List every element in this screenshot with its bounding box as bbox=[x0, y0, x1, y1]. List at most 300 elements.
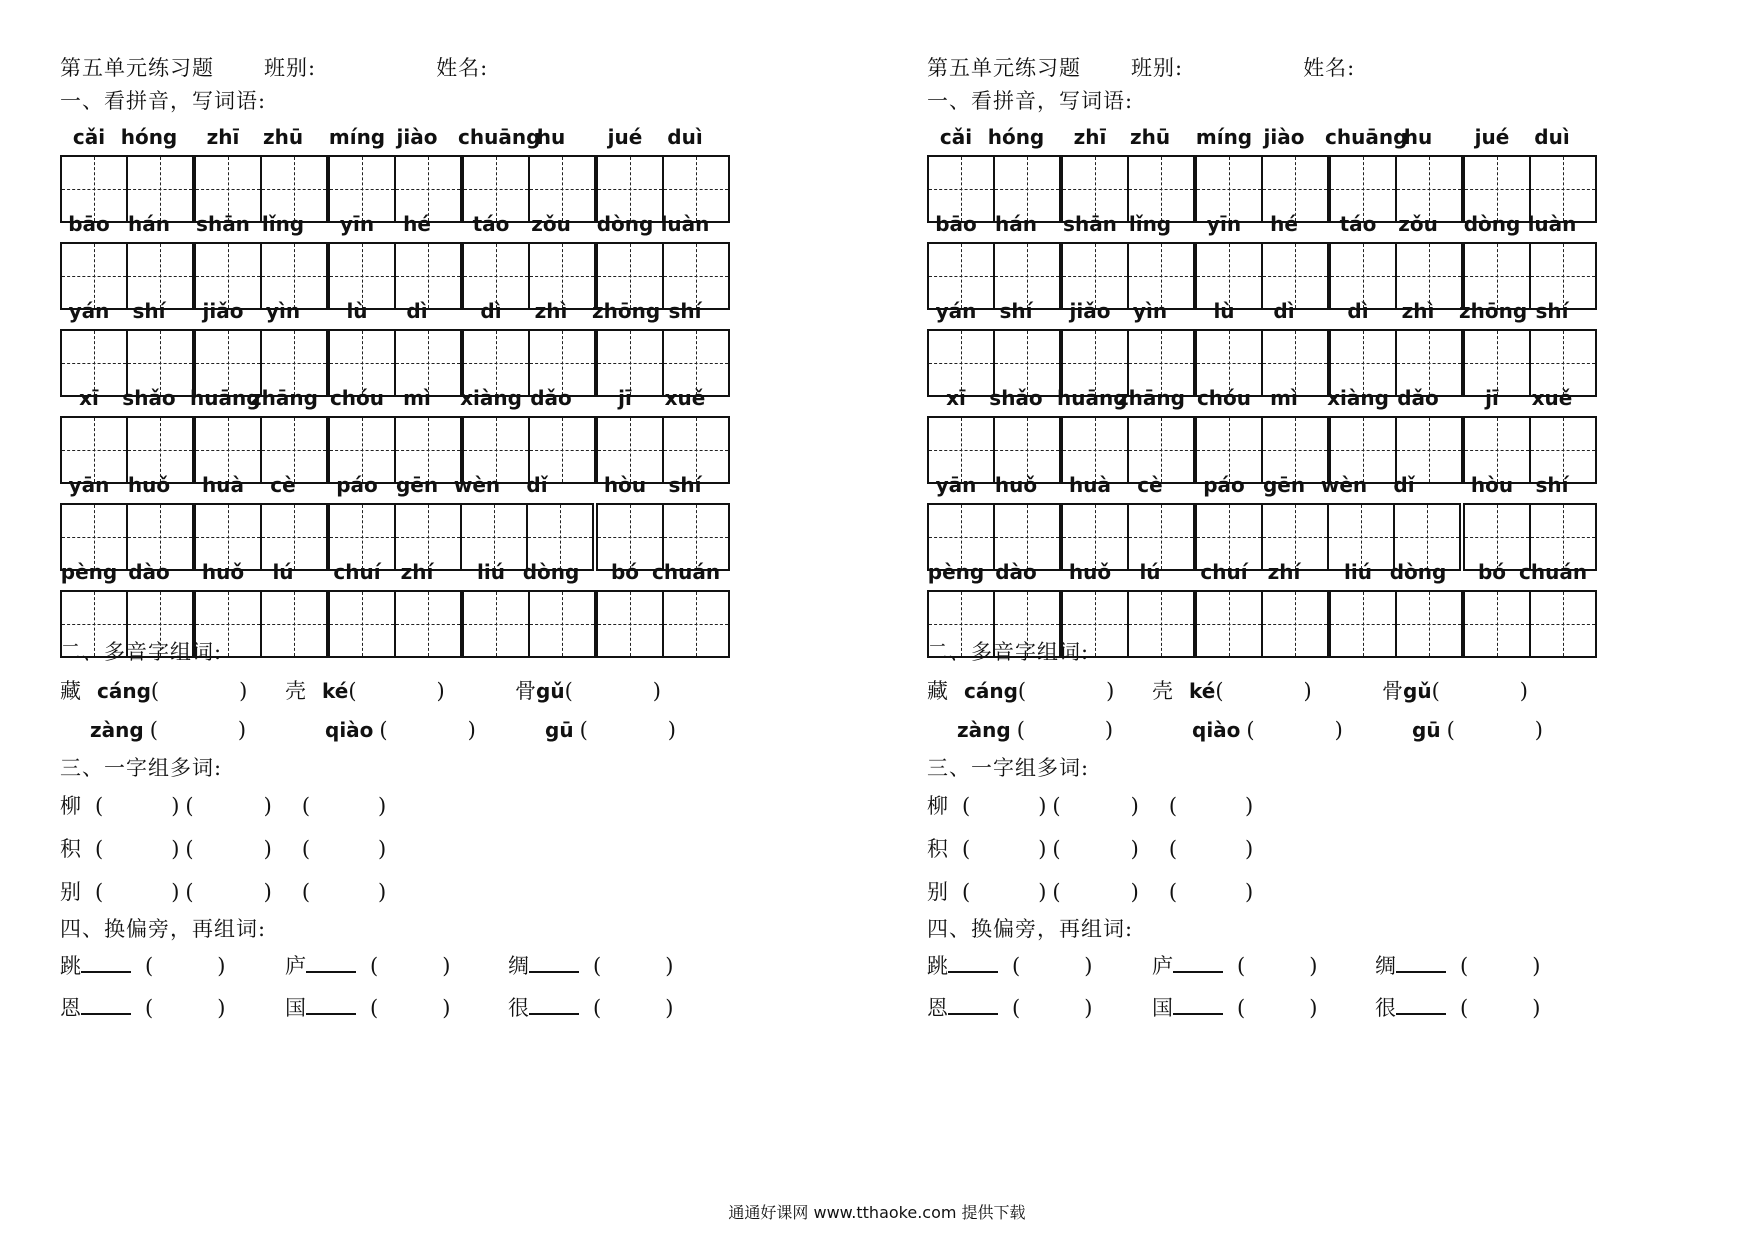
pinyin-label: zhū bbox=[1129, 125, 1171, 149]
radical-char: 国 bbox=[285, 996, 306, 1020]
word-row bbox=[60, 125, 820, 225]
pinyin-label: dào bbox=[128, 560, 170, 584]
pinyin-label: zhì bbox=[1401, 299, 1435, 323]
pinyin-label: hé bbox=[1270, 212, 1298, 236]
worksheet-right bbox=[927, 0, 1754, 1190]
reading-1: gǔ bbox=[536, 679, 565, 703]
pinyin-label: zhū bbox=[262, 125, 304, 149]
pinyin-label: cǎi bbox=[939, 125, 973, 149]
pinyin-label: luàn bbox=[660, 212, 710, 236]
paren-close: ) bbox=[378, 837, 387, 861]
pinyin-label: yīn bbox=[1206, 212, 1242, 236]
paren-close: ) bbox=[436, 679, 445, 703]
paren-open: ( bbox=[962, 794, 971, 818]
pinyin-label: hòu bbox=[603, 473, 647, 497]
radical-item bbox=[508, 992, 673, 1022]
paren-close: ) bbox=[1534, 718, 1543, 742]
blank-underline[interactable] bbox=[81, 951, 131, 973]
paren-close: ) bbox=[467, 718, 476, 742]
pinyin-label: lù bbox=[346, 299, 368, 323]
paren-close: ) bbox=[1532, 954, 1541, 978]
writing-box[interactable] bbox=[1529, 592, 1595, 656]
pinyin-label: xuě bbox=[1531, 386, 1573, 410]
pinyin-label: cè bbox=[270, 473, 296, 497]
pinyin-label: huǒ bbox=[201, 560, 245, 584]
polyphone-char: 骨 bbox=[515, 679, 536, 703]
pinyin-label: páo bbox=[336, 473, 378, 497]
pinyin-label: gēn bbox=[395, 473, 439, 497]
sheet-header bbox=[60, 52, 488, 82]
pinyin-label: zhāng bbox=[250, 386, 318, 410]
pinyin-label: zhí bbox=[1267, 560, 1301, 584]
paren-open: ( bbox=[145, 954, 154, 978]
pinyin-label: chuí bbox=[1200, 560, 1248, 584]
radical-item bbox=[927, 950, 1092, 980]
writing-box[interactable] bbox=[1127, 592, 1193, 656]
paren-open: ( bbox=[579, 718, 588, 742]
paren-open: ( bbox=[1168, 880, 1178, 904]
paren-close: ) bbox=[1038, 837, 1047, 861]
radical-char: 恩 bbox=[60, 996, 81, 1020]
paren-open: ( bbox=[1446, 718, 1455, 742]
polyphone-item-2 bbox=[545, 718, 676, 742]
polyphone-char: 藏 bbox=[927, 679, 948, 703]
pinyin-label: hé bbox=[403, 212, 431, 236]
pinyin-label: duì bbox=[1534, 125, 1570, 149]
paren-close: ) bbox=[1130, 837, 1139, 861]
multi-char: 柳 bbox=[60, 794, 81, 818]
paren-open: ( bbox=[95, 837, 104, 861]
pinyin-label: cè bbox=[1137, 473, 1163, 497]
polyphone-item bbox=[285, 675, 445, 705]
pinyin-label: chóu bbox=[1196, 386, 1252, 410]
reading-1: cáng bbox=[964, 679, 1018, 703]
pinyin-label: chuāng bbox=[1325, 125, 1408, 149]
radical-item bbox=[1152, 950, 1317, 980]
radical-char: 跳 bbox=[60, 954, 81, 978]
paren-close: ) bbox=[667, 718, 676, 742]
reading-2: zàng bbox=[957, 718, 1011, 742]
section-1-heading: 一、看拼音，写词语: bbox=[927, 89, 1134, 113]
polyphone-item bbox=[927, 675, 1114, 705]
paren-close: ) bbox=[237, 718, 247, 742]
pinyin-label: pèng bbox=[927, 560, 985, 584]
paren-open: ( bbox=[1012, 954, 1021, 978]
radical-item bbox=[285, 950, 450, 980]
pinyin-label: bāo bbox=[68, 212, 110, 236]
paren-close: ) bbox=[1245, 794, 1254, 818]
radical-item bbox=[927, 992, 1092, 1022]
pinyin-label: hán bbox=[128, 212, 170, 236]
paren-open: ( bbox=[1012, 996, 1021, 1020]
writing-box[interactable] bbox=[394, 592, 460, 656]
radical-char: 庐 bbox=[1152, 954, 1173, 978]
section-2-heading: 二、多音字组词: bbox=[927, 640, 1090, 664]
paren-open: ( bbox=[593, 996, 602, 1020]
radical-item bbox=[1375, 992, 1540, 1022]
sheet-title: 第五单元练习题 bbox=[60, 56, 214, 80]
paren-open: ( bbox=[95, 794, 104, 818]
pinyin-label: yán bbox=[68, 299, 110, 323]
pinyin-label: míng bbox=[1195, 125, 1253, 149]
radical-char: 很 bbox=[1375, 996, 1396, 1020]
polyphone-item bbox=[1382, 675, 1528, 705]
pinyin-label: jiǎo bbox=[1069, 299, 1111, 323]
pinyin-label: xiàng bbox=[460, 386, 522, 410]
paren-open: ( bbox=[564, 679, 573, 703]
radical-char: 跳 bbox=[927, 954, 948, 978]
pinyin-label: shí bbox=[668, 299, 702, 323]
reading-2: qiào bbox=[325, 718, 374, 742]
paren-close: ) bbox=[239, 679, 248, 703]
radical-char: 国 bbox=[1152, 996, 1173, 1020]
radical-item bbox=[285, 992, 450, 1022]
pinyin-label: huà bbox=[1069, 473, 1111, 497]
pinyin-label: shǎo bbox=[122, 386, 176, 410]
writing-box[interactable] bbox=[1261, 592, 1327, 656]
paren-open: ( bbox=[1052, 794, 1061, 818]
pinyin-label: yīn bbox=[339, 212, 375, 236]
pinyin-label: dòng bbox=[596, 212, 654, 236]
paren-close: ) bbox=[1309, 954, 1318, 978]
radical-item bbox=[60, 992, 225, 1022]
writing-box[interactable] bbox=[1197, 592, 1261, 656]
blank-underline[interactable] bbox=[948, 993, 998, 1015]
pinyin-label: chuí bbox=[333, 560, 381, 584]
pinyin-label: dì bbox=[406, 299, 428, 323]
paren-open: ( bbox=[185, 880, 194, 904]
pinyin-label: shí bbox=[999, 299, 1033, 323]
word-row bbox=[60, 299, 820, 399]
pinyin-label: chuán bbox=[1519, 560, 1588, 584]
polyphone-item-2 bbox=[90, 718, 246, 742]
paren-open: ( bbox=[593, 954, 602, 978]
pinyin-label: dì bbox=[480, 299, 502, 323]
pinyin-label: zǒu bbox=[531, 212, 571, 236]
paren-close: ) bbox=[171, 837, 180, 861]
paren-close: ) bbox=[263, 794, 272, 818]
pinyin-label: jué bbox=[1474, 125, 1510, 149]
pinyin-label: jué bbox=[607, 125, 643, 149]
paren-close: ) bbox=[378, 794, 387, 818]
sheet-title: 第五单元练习题 bbox=[927, 56, 1081, 80]
blank-underline[interactable] bbox=[306, 951, 356, 973]
paren-open: ( bbox=[1168, 794, 1178, 818]
character-boxes bbox=[596, 590, 730, 658]
paren-open: ( bbox=[1017, 679, 1027, 703]
paren-open: ( bbox=[1168, 837, 1178, 861]
paren-open: ( bbox=[1237, 954, 1246, 978]
pinyin-label: chóu bbox=[329, 386, 385, 410]
multi-char: 柳 bbox=[927, 794, 948, 818]
pinyin-label: zhí bbox=[400, 560, 434, 584]
paren-close: ) bbox=[263, 837, 272, 861]
section-3-heading: 三、一字组多词: bbox=[60, 756, 223, 780]
blank-underline[interactable] bbox=[1173, 993, 1223, 1015]
pinyin-label: dào bbox=[995, 560, 1037, 584]
pinyin-label: dòng bbox=[1463, 212, 1521, 236]
pinyin-label: zhī bbox=[1073, 125, 1107, 149]
paren-close: ) bbox=[1038, 880, 1047, 904]
paren-close: ) bbox=[217, 954, 226, 978]
name-label: 姓名: bbox=[436, 56, 489, 80]
pinyin-label: xī bbox=[946, 386, 966, 410]
pinyin-label: lú bbox=[272, 560, 294, 584]
polyphone-item bbox=[515, 675, 661, 705]
pinyin-label: mì bbox=[403, 386, 431, 410]
paren-close: ) bbox=[1106, 679, 1115, 703]
pinyin-label: dòng bbox=[1389, 560, 1447, 584]
word-row bbox=[927, 386, 1687, 486]
pinyin-label: shí bbox=[1535, 299, 1569, 323]
pinyin-label: hóng bbox=[120, 125, 178, 149]
pinyin-label: jī bbox=[1485, 386, 1499, 410]
radical-char: 绸 bbox=[508, 954, 529, 978]
section-3-heading: 三、一字组多词: bbox=[927, 756, 1090, 780]
paren-close: ) bbox=[665, 996, 674, 1020]
pinyin-label: xī bbox=[79, 386, 99, 410]
reading-2: zàng bbox=[90, 718, 144, 742]
multi-word-row bbox=[60, 876, 386, 906]
pinyin-label: yìn bbox=[265, 299, 301, 323]
pinyin-label: huāng bbox=[190, 386, 261, 410]
paren-close: ) bbox=[1334, 718, 1343, 742]
character-boxes bbox=[1329, 590, 1463, 658]
radical-char: 绸 bbox=[1375, 954, 1396, 978]
character-boxes bbox=[328, 590, 462, 658]
polyphone-item-2 bbox=[325, 718, 476, 742]
blank-underline[interactable] bbox=[306, 993, 356, 1015]
blank-underline[interactable] bbox=[529, 993, 579, 1015]
paren-close: ) bbox=[1130, 794, 1139, 818]
reading-1: cáng bbox=[97, 679, 151, 703]
pinyin-label: hán bbox=[995, 212, 1037, 236]
pinyin-label: lù bbox=[1213, 299, 1235, 323]
paren-open: ( bbox=[149, 718, 158, 742]
character-boxes bbox=[462, 590, 596, 658]
pinyin-label: pèng bbox=[60, 560, 118, 584]
paren-close: ) bbox=[665, 954, 674, 978]
pinyin-label: yán bbox=[935, 299, 977, 323]
word-row bbox=[60, 473, 820, 573]
pinyin-label: yān bbox=[68, 473, 110, 497]
writing-box[interactable] bbox=[662, 592, 728, 656]
paren-close: ) bbox=[378, 880, 387, 904]
radical-item bbox=[1152, 992, 1317, 1022]
reading-2: qiào bbox=[1192, 718, 1241, 742]
multi-char: 别 bbox=[927, 880, 948, 904]
pinyin-label: jī bbox=[618, 386, 632, 410]
paren-close: ) bbox=[171, 880, 180, 904]
blank-underline[interactable] bbox=[1396, 951, 1446, 973]
pinyin-label: jiǎo bbox=[202, 299, 244, 323]
radical-item bbox=[1375, 950, 1540, 980]
pinyin-label: zǒu bbox=[1398, 212, 1438, 236]
paren-close: ) bbox=[442, 996, 451, 1020]
blank-underline[interactable] bbox=[529, 951, 579, 973]
paren-close: ) bbox=[442, 954, 451, 978]
polyphone-item-2 bbox=[1412, 718, 1543, 742]
blank-underline[interactable] bbox=[81, 993, 131, 1015]
paren-open: ( bbox=[185, 794, 194, 818]
pinyin-label: míng bbox=[328, 125, 386, 149]
multi-word-row bbox=[927, 833, 1253, 863]
paren-close: ) bbox=[1084, 954, 1093, 978]
pinyin-label: shān bbox=[196, 212, 250, 236]
pinyin-label: chuāng bbox=[458, 125, 541, 149]
pinyin-label: xiàng bbox=[1327, 386, 1389, 410]
pinyin-label: shí bbox=[132, 299, 166, 323]
multi-char: 别 bbox=[60, 880, 81, 904]
pinyin-label: yìn bbox=[1132, 299, 1168, 323]
polyphone-item bbox=[1152, 675, 1312, 705]
character-boxes bbox=[1195, 590, 1329, 658]
writing-box[interactable] bbox=[1331, 592, 1395, 656]
paren-open: ( bbox=[145, 996, 154, 1020]
pinyin-label: liú bbox=[477, 560, 505, 584]
paren-close: ) bbox=[1303, 679, 1312, 703]
paren-close: ) bbox=[1519, 679, 1528, 703]
pinyin-label: shǎo bbox=[989, 386, 1043, 410]
polyphone-char: 藏 bbox=[60, 679, 81, 703]
word-row bbox=[927, 299, 1687, 399]
word-row bbox=[927, 125, 1687, 225]
writing-box[interactable] bbox=[528, 592, 594, 656]
multi-char: 积 bbox=[927, 837, 948, 861]
multi-word-row bbox=[927, 876, 1253, 906]
radical-item bbox=[508, 950, 673, 980]
paren-open: ( bbox=[348, 679, 357, 703]
blank-underline[interactable] bbox=[1396, 993, 1446, 1015]
radical-char: 庐 bbox=[285, 954, 306, 978]
paren-open: ( bbox=[370, 954, 379, 978]
pinyin-label: dǐ bbox=[1393, 473, 1415, 497]
paren-open: ( bbox=[370, 996, 379, 1020]
reading-1: gǔ bbox=[1403, 679, 1432, 703]
pinyin-label: duì bbox=[667, 125, 703, 149]
radical-item bbox=[60, 950, 225, 980]
pinyin-label: huǒ bbox=[994, 473, 1038, 497]
radical-char: 很 bbox=[508, 996, 529, 1020]
pinyin-label: liú bbox=[1344, 560, 1372, 584]
blank-underline[interactable] bbox=[1173, 951, 1223, 973]
pinyin-label: shí bbox=[668, 473, 702, 497]
section-4-heading: 四、换偏旁，再组词: bbox=[927, 917, 1134, 941]
paren-open: ( bbox=[1215, 679, 1224, 703]
footer-credit: 通通好课网 www.tthaoke.com 提供下载 bbox=[728, 1203, 1026, 1222]
writing-box[interactable] bbox=[330, 592, 394, 656]
pinyin-label: táo bbox=[1339, 212, 1377, 236]
writing-box[interactable] bbox=[260, 592, 326, 656]
paren-open: ( bbox=[962, 837, 971, 861]
pinyin-label: zhōng bbox=[592, 299, 661, 323]
pinyin-label: dì bbox=[1347, 299, 1369, 323]
pinyin-label: hòu bbox=[1470, 473, 1514, 497]
reading-1: ké bbox=[1189, 679, 1216, 703]
writing-box[interactable] bbox=[1395, 592, 1461, 656]
polyphone-item-2 bbox=[1192, 718, 1343, 742]
class-label: 班别: bbox=[264, 56, 317, 80]
paren-close: ) bbox=[652, 679, 661, 703]
reading-2: gū bbox=[1412, 718, 1441, 742]
reading-2: gū bbox=[545, 718, 574, 742]
paren-close: ) bbox=[1038, 794, 1047, 818]
pinyin-label: cǎi bbox=[72, 125, 106, 149]
paren-open: ( bbox=[1237, 996, 1246, 1020]
word-row bbox=[60, 386, 820, 486]
paren-open: ( bbox=[301, 837, 311, 861]
paren-open: ( bbox=[1016, 718, 1025, 742]
multi-word-row bbox=[927, 790, 1253, 820]
pinyin-label: lú bbox=[1139, 560, 1161, 584]
pinyin-label: páo bbox=[1203, 473, 1245, 497]
pinyin-label: gēn bbox=[1262, 473, 1306, 497]
paren-close: ) bbox=[217, 996, 226, 1020]
pinyin-label: shí bbox=[1535, 473, 1569, 497]
writing-box[interactable] bbox=[598, 592, 662, 656]
paren-close: ) bbox=[1104, 718, 1114, 742]
pinyin-label: shān bbox=[1063, 212, 1117, 236]
pinyin-label: hu bbox=[1403, 125, 1433, 149]
pinyin-label: wèn bbox=[1320, 473, 1368, 497]
paren-open: ( bbox=[301, 794, 311, 818]
section-2-heading: 二、多音字组词: bbox=[60, 640, 223, 664]
section-4-heading: 四、换偏旁，再组词: bbox=[60, 917, 267, 941]
worksheet-left bbox=[60, 0, 920, 1190]
pinyin-label: huà bbox=[202, 473, 244, 497]
writing-box[interactable] bbox=[464, 592, 528, 656]
pinyin-label: hu bbox=[536, 125, 566, 149]
pinyin-label: zhì bbox=[534, 299, 568, 323]
class-label: 班别: bbox=[1131, 56, 1184, 80]
pinyin-label: jiào bbox=[1263, 125, 1305, 149]
paren-close: ) bbox=[1532, 996, 1541, 1020]
paren-open: ( bbox=[379, 718, 388, 742]
pinyin-label: zhōng bbox=[1459, 299, 1528, 323]
paren-open: ( bbox=[301, 880, 311, 904]
pinyin-label: bó bbox=[610, 560, 640, 584]
blank-underline[interactable] bbox=[948, 951, 998, 973]
pinyin-label: mì bbox=[1270, 386, 1298, 410]
paren-open: ( bbox=[1460, 954, 1469, 978]
pinyin-label: dì bbox=[1273, 299, 1295, 323]
pinyin-label: bāo bbox=[935, 212, 977, 236]
paren-close: ) bbox=[171, 794, 180, 818]
polyphone-char: 壳 bbox=[1152, 679, 1173, 703]
paren-open: ( bbox=[962, 880, 971, 904]
paren-open: ( bbox=[150, 679, 160, 703]
word-row bbox=[927, 212, 1687, 312]
writing-box[interactable] bbox=[1465, 592, 1529, 656]
paren-open: ( bbox=[1460, 996, 1469, 1020]
paren-open: ( bbox=[185, 837, 194, 861]
multi-word-row bbox=[60, 790, 386, 820]
paren-close: ) bbox=[1309, 996, 1318, 1020]
word-row bbox=[60, 212, 820, 312]
pinyin-label: xuě bbox=[664, 386, 706, 410]
multi-word-row bbox=[60, 833, 386, 863]
sheet-header bbox=[927, 52, 1355, 82]
pinyin-label: dòng bbox=[522, 560, 580, 584]
pinyin-label: huāng bbox=[1057, 386, 1128, 410]
pinyin-label: chuán bbox=[652, 560, 721, 584]
pinyin-label: dǎo bbox=[530, 386, 572, 410]
radical-char: 恩 bbox=[927, 996, 948, 1020]
pinyin-label: dǎo bbox=[1397, 386, 1439, 410]
pinyin-label: bó bbox=[1477, 560, 1507, 584]
pinyin-label: zhāng bbox=[1117, 386, 1185, 410]
reading-1: ké bbox=[322, 679, 349, 703]
